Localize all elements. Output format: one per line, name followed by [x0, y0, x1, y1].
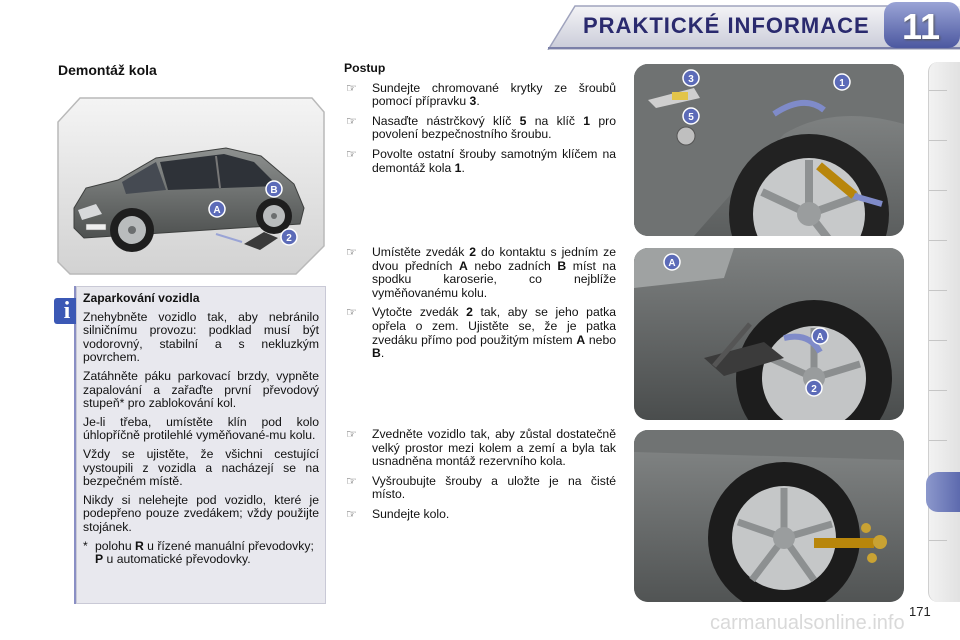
chapter-number: 11: [901, 6, 941, 47]
section-title: Demontáž kola: [58, 62, 157, 78]
step-part: míst na spodku karoserie, co nejblíže vyměňovanému kolu.: [372, 258, 616, 300]
hand-bullet-icon: ☞: [346, 427, 357, 441]
watermark: carmanualsonline.info: [710, 612, 905, 634]
callout-a-marker: [812, 328, 828, 344]
chapter-tab-strip: [928, 62, 960, 602]
step-part: do kontaktu s jedním ze dvou předních: [372, 245, 616, 273]
step-part: Vytočte zvedák: [372, 305, 467, 320]
step-part: pro povolení bezpečnostního šroubu.: [372, 113, 616, 142]
svg-text:A: A: [668, 258, 676, 269]
step-text: [372, 148, 616, 175]
svg-text:A: A: [816, 332, 824, 343]
page-header: [0, 0, 960, 50]
active-chapter-tab: [926, 472, 960, 512]
step-part: na klíč: [526, 113, 584, 128]
tab-divider: [929, 140, 947, 141]
step-ref: 3: [469, 94, 477, 109]
callout-b-marker: [266, 181, 282, 197]
callout-2-marker: [806, 380, 822, 396]
tab-divider: [929, 540, 947, 541]
hand-bullet-icon: ☞: [346, 506, 357, 521]
svg-text:2: 2: [286, 233, 292, 244]
step-part: nebo zadních: [467, 258, 558, 273]
photo-loosen-bolts-drawing: [634, 64, 904, 236]
procedure-step: [344, 306, 616, 360]
step-ref: 5: [519, 113, 527, 128]
callout-a-marker: [664, 254, 680, 270]
callout-3-marker: [683, 70, 699, 86]
footnote-part: polohu: [95, 538, 135, 553]
svg-text:B: B: [270, 185, 278, 196]
info-box: [76, 286, 326, 604]
step-ref: A: [576, 332, 586, 347]
footnote-text: [95, 540, 319, 567]
footnote-part: u automatické převodovky.: [103, 552, 251, 567]
step-part: Povolte ostatní šrouby samotným klíčem na demontáž kola: [372, 146, 616, 175]
info-paragraph: Nikdy si nelehejte pod vozidlo, které je podepřeno pouze zvedákem; vždy použijte stojánek.: [83, 492, 319, 534]
info-title: Zaparkování vozidla: [83, 291, 200, 305]
info-paragraph: Je-li třeba, umístěte klín pod kolo úhlopříčně protilehlé vyměňované-mu kolu.: [83, 414, 319, 443]
step-text: [372, 306, 616, 360]
tab-divider: [929, 340, 947, 341]
hand-bullet-icon: ☞: [346, 245, 357, 259]
step-part: tak, aby se jeho patka opřela o zem. Ujistěte se, že je patka zvedáku přímo pod použitým místem: [372, 305, 616, 347]
procedure-step: [344, 428, 616, 469]
step-text: [372, 246, 616, 300]
tab-divider: [929, 290, 947, 291]
procedure-group-1: [344, 62, 616, 181]
svg-text:A: A: [213, 205, 221, 216]
info-paragraph: Znehybněte vozidlo tak, aby nebránilo silničnímu provozu: podklad musí být vodorovný, stabilní a s nekluzkým povrchem.: [83, 309, 319, 365]
info-icon: i: [54, 298, 80, 324]
info-paragraph: Zatáhněte páku parkovací brzdy, vypněte zapalování a zařaďte první převodový stupeň* pro zablokování kol.: [83, 368, 319, 411]
procedure-step: [344, 508, 616, 522]
svg-text:5: 5: [688, 112, 694, 123]
tab-divider: [929, 190, 947, 191]
photo-remove-wheel-drawing: [634, 430, 904, 602]
procedure-step: [344, 148, 616, 175]
photo-position-jack: [634, 248, 904, 420]
footnote-gear-r: R: [134, 538, 144, 553]
svg-text:2: 2: [811, 384, 817, 395]
tab-divider: [929, 390, 947, 391]
svg-text:3: 3: [688, 74, 694, 85]
info-paragraph: Vždy se ujistěte, že všichni cestující vystoupili z vozidla a nacházejí se na bezpečném místě.: [83, 446, 319, 489]
step-ref: 1: [583, 113, 591, 128]
step-part: .: [461, 160, 465, 175]
procedure-title: Postup: [344, 61, 386, 75]
procedure-group-2: [344, 246, 616, 367]
step-part: .: [380, 346, 385, 361]
hand-bullet-icon: ☞: [346, 473, 357, 488]
callout-5-marker: [683, 108, 699, 124]
step-ref: 2: [466, 305, 473, 320]
photo-remove-wheel: [634, 430, 904, 602]
footnote-star: *: [83, 538, 88, 553]
footnote-gear-p: P: [95, 552, 104, 567]
footnote: [83, 540, 319, 567]
footnote-part: u řízené manuální převodovky;: [143, 538, 314, 553]
tab-divider: [929, 90, 947, 91]
step-ref: B: [372, 346, 381, 361]
step-ref: 1: [454, 160, 462, 175]
tab-divider: [929, 240, 947, 241]
photo-loosen-bolts: [634, 64, 904, 236]
step-part: nebo: [585, 332, 616, 347]
step-text: Zvedněte vozidlo tak, aby zůstal dostatečně velký prostor mezi kolem a zemí a byla tak usnadněna montáž rezervního kola.: [372, 427, 616, 469]
hand-bullet-icon: ☞: [346, 113, 357, 128]
step-part: Sundejte chromované krytky ze šroubů pomocí přípravku: [372, 80, 616, 109]
callout-2-marker: [281, 229, 297, 245]
callout-1-marker: [834, 74, 850, 90]
step-part: .: [476, 94, 480, 109]
hand-bullet-icon: ☞: [346, 305, 357, 320]
step-text: [372, 82, 616, 109]
photo-position-jack-drawing: [634, 248, 904, 420]
procedure-step: [344, 115, 616, 142]
svg-text:1: 1: [839, 78, 845, 89]
page-number: 171: [909, 604, 931, 619]
tab-divider: [929, 440, 947, 441]
hand-bullet-icon: ☞: [346, 146, 357, 161]
step-text: Vyšroubujte šrouby a uložte je na čisté místo.: [372, 473, 616, 502]
step-part: Nasaďte nástrčkový klíč: [372, 113, 520, 128]
step-text: [372, 115, 616, 142]
procedure-step: [344, 475, 616, 502]
procedure-group-3: [344, 428, 616, 528]
car-illustration: [56, 96, 326, 276]
step-ref: A: [459, 258, 468, 273]
procedure-step: [344, 246, 616, 300]
callout-a-marker: [209, 201, 225, 217]
step-ref: B: [557, 258, 567, 273]
page-title: PRAKTICKÉ INFORMACE: [583, 13, 870, 38]
step-text: Sundejte kolo.: [372, 506, 450, 521]
procedure-step: [344, 82, 616, 109]
step-part: Umístěte zvedák: [372, 245, 470, 259]
hand-bullet-icon: ☞: [346, 80, 357, 95]
step-ref: 2: [469, 245, 477, 259]
